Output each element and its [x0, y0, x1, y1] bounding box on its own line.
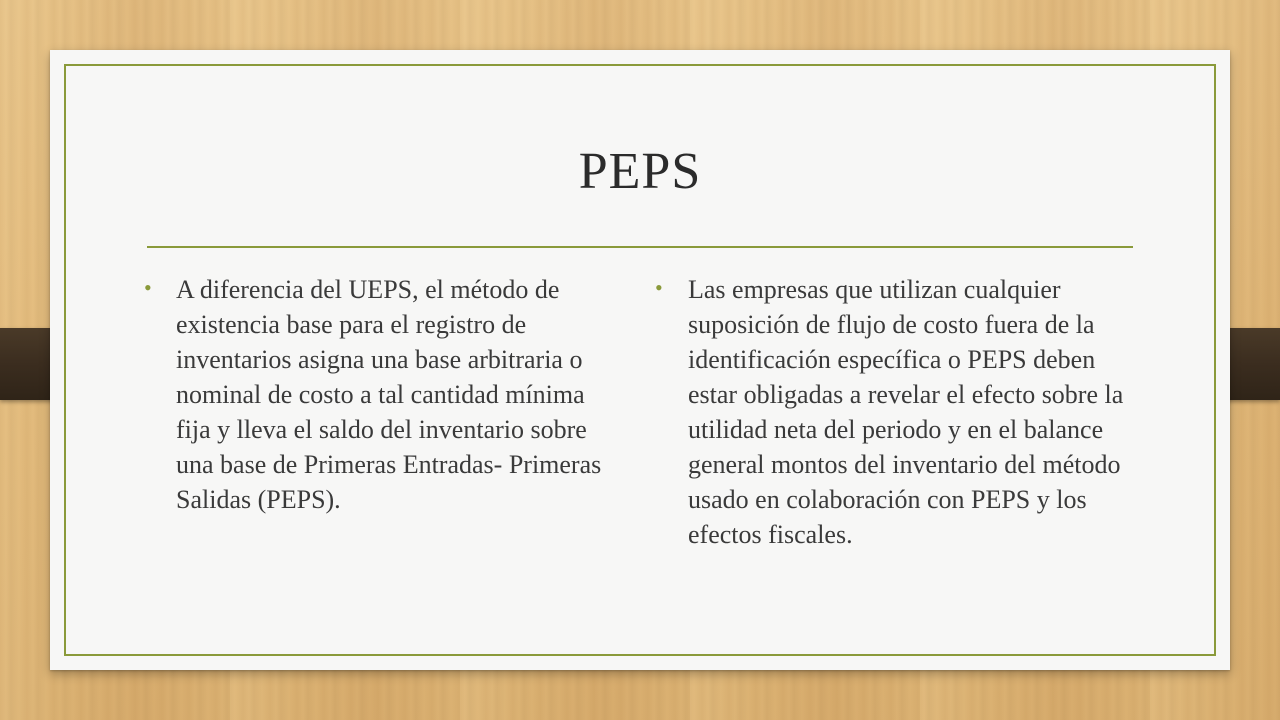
right-bullet-text: Las empresas que utilizan cualquier suposición de flujo de costo fuera de la identificación específica o PEPS deben estar obligadas a revelar el efecto sobre la utilidad neta del periodo y en el balance general montos del inventario del método usado en colaboración con PEPS y los efectos fiscales.	[688, 275, 1124, 549]
slide-paper	[50, 50, 1230, 670]
bullet-icon: •	[144, 275, 152, 300]
title-divider	[147, 246, 1133, 248]
left-bullet-text: A diferencia del UEPS, el método de existencia base para el registro de inventarios asigna una base arbitraria o nominal de costo a tal cantidad mínima fija y lleva el saldo del inventario sobre una base de Primeras Entradas- Primeras Salidas (PEPS).	[176, 275, 602, 514]
bullet-icon: •	[655, 275, 663, 300]
slide-title: PEPS	[578, 143, 702, 200]
